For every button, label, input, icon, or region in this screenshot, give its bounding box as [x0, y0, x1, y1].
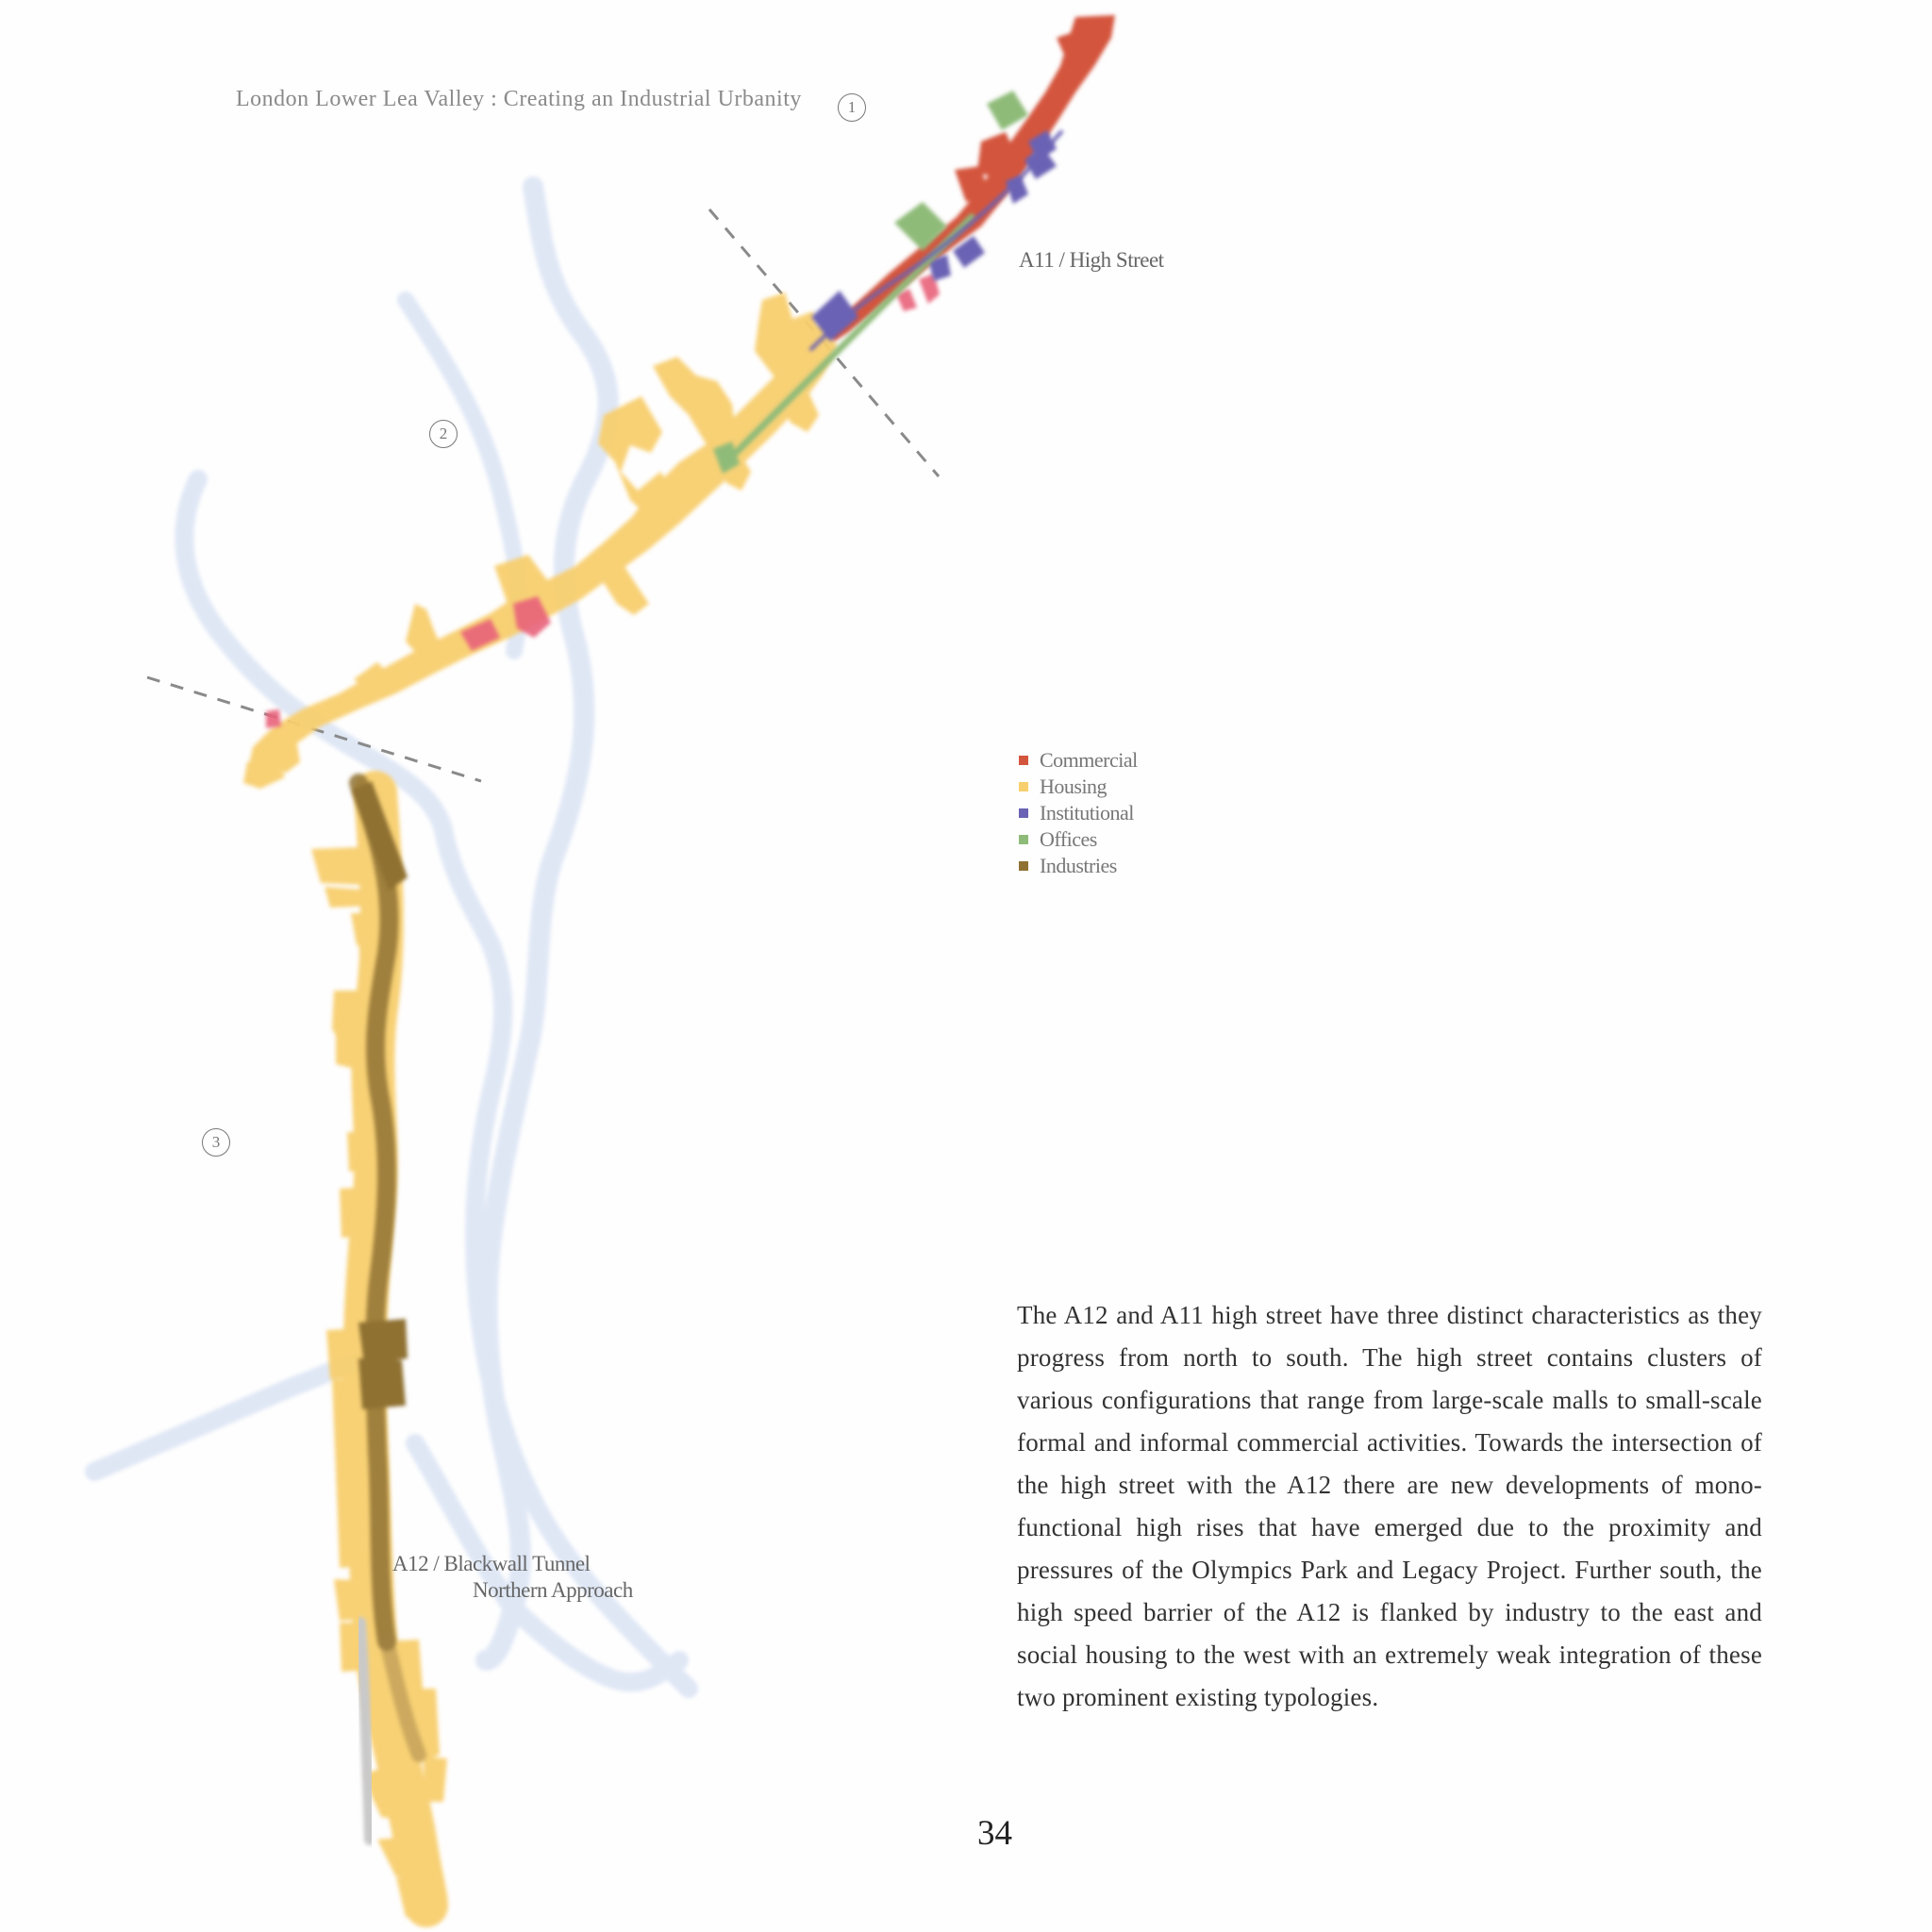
- industry-block: [358, 1358, 406, 1409]
- page-title: London Lower Lea Valley : Creating an Industrial Urbanity: [236, 87, 802, 111]
- industry-block: [358, 1319, 408, 1364]
- section-marker-2: 2: [429, 420, 458, 448]
- legend-label: Commercial: [1040, 748, 1138, 772]
- body-paragraph: The A12 and A11 high street have three distinct characteristics as they progress from north to south. The high street contains clusters of various configurations that range from large-scale malls to small-scale formal and informal commercial activities. Towards the intersection of the high street with the A12 there are new developments of mono-functional high rises that have emerged due to the proximity and pressures of the Olympics Park and Legacy Project. Further south, the high speed barrier of the A12 is flanked by industry to the east and social housing to the west with an extremely weak integration of these two prominent existing typologies.: [1017, 1301, 1762, 1711]
- legend-item-industries: [1019, 853, 1138, 879]
- legend-swatch-housing: [1019, 782, 1028, 791]
- legend-swatch-commercial: [1019, 756, 1028, 765]
- legend-swatch-institutional: [1019, 808, 1028, 818]
- legend-label: Industries: [1040, 854, 1117, 877]
- map-legend: [1019, 747, 1138, 879]
- commercial-blocks: [828, 15, 1115, 341]
- legend-label: Offices: [1040, 827, 1097, 851]
- pink-blocks: [266, 274, 940, 728]
- river-west-branch: [406, 300, 519, 651]
- legend-item-commercial: [1019, 747, 1138, 774]
- a12-label-line2: Northern Approach: [473, 1578, 633, 1602]
- legend-swatch-offices: [1019, 835, 1028, 844]
- housing-block: [406, 604, 443, 660]
- legend-label: Housing: [1040, 774, 1108, 798]
- pink-block: [266, 709, 281, 728]
- housing-blocks: [243, 292, 838, 1917]
- section-marker-1: 1: [838, 93, 866, 122]
- legend-item-housing: [1019, 774, 1138, 800]
- a11-label: A11 / High Street: [1019, 248, 1164, 272]
- housing-strip: [247, 321, 838, 785]
- legend-item-offices: [1019, 826, 1138, 853]
- section-marker-3: 3: [202, 1128, 230, 1157]
- legend-swatch-industries: [1019, 861, 1028, 871]
- page-number: 34: [977, 1814, 1012, 1853]
- legend-item-institutional: [1019, 800, 1138, 826]
- legend-label: Institutional: [1040, 801, 1134, 824]
- a12-label-line1: A12 / Blackwall Tunnel: [392, 1552, 591, 1575]
- office-block: [987, 91, 1028, 130]
